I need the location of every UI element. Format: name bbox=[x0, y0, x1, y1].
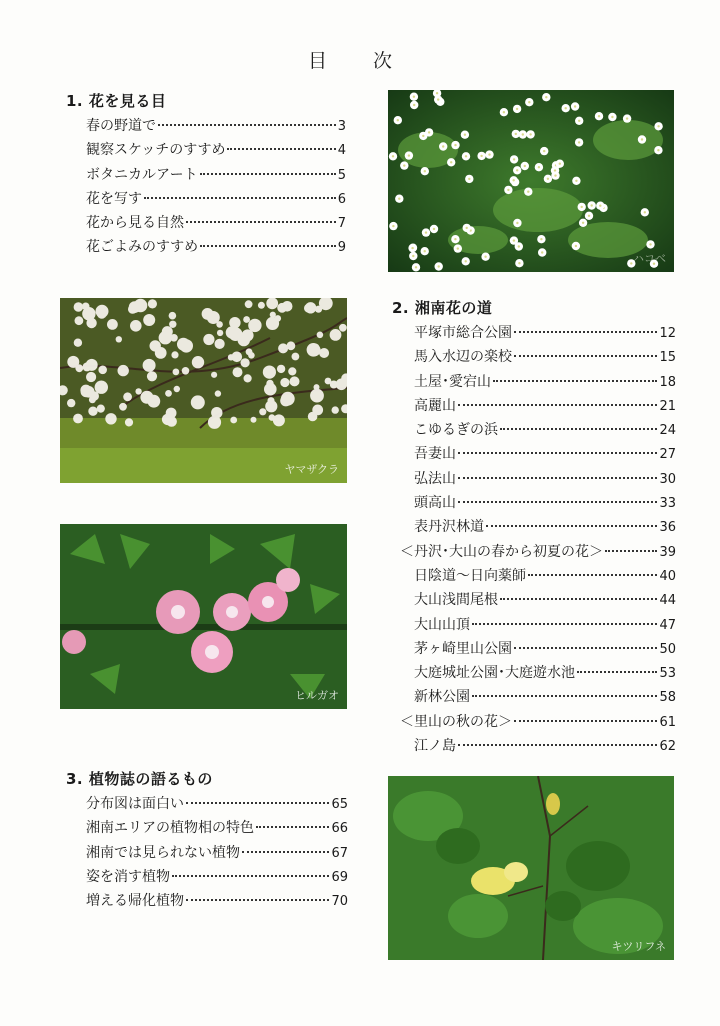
page-title: 目 次 bbox=[307, 50, 413, 72]
flower-mark bbox=[515, 242, 523, 250]
flower-mark bbox=[425, 128, 433, 136]
flower-mark bbox=[540, 147, 548, 155]
toc-entry bbox=[414, 565, 676, 589]
section-heading: 2. 湘南花の道 bbox=[392, 299, 493, 317]
toc-entry bbox=[86, 236, 346, 260]
toc-list bbox=[400, 322, 676, 759]
flower-mark bbox=[544, 175, 552, 183]
flower-mark bbox=[477, 152, 485, 160]
blossom-mark bbox=[67, 399, 75, 407]
blossom-mark bbox=[288, 367, 296, 375]
flower-mark bbox=[410, 93, 418, 101]
toc-entry-title: 吾妻山 bbox=[414, 446, 456, 463]
toc-entry bbox=[414, 322, 676, 346]
toc-entry-title: 花ごよみのすすめ bbox=[86, 239, 199, 256]
toc-entry bbox=[414, 662, 676, 686]
blossom-mark bbox=[135, 388, 141, 394]
toc-entry-page: 66 bbox=[331, 821, 348, 837]
toc-list bbox=[86, 115, 346, 261]
flower-mark bbox=[439, 142, 447, 150]
flower-mark bbox=[409, 252, 417, 260]
flower-mark bbox=[421, 247, 429, 255]
blossom-mark bbox=[248, 352, 255, 359]
flower-mark bbox=[485, 150, 493, 158]
photo-caption: ヤマザクラ bbox=[284, 463, 339, 476]
dot-leader bbox=[458, 477, 657, 479]
toc-entry-title: 江ノ島 bbox=[414, 738, 456, 755]
blossom-mark bbox=[148, 299, 157, 308]
dot-leader bbox=[256, 826, 329, 828]
dot-leader bbox=[200, 173, 336, 175]
toc-entry-page: 50 bbox=[659, 641, 676, 657]
dot-leader bbox=[186, 899, 329, 901]
flower-mark bbox=[463, 224, 471, 232]
photo-kitsurifune bbox=[388, 776, 674, 960]
blossom-mark bbox=[215, 339, 225, 349]
blossom-mark bbox=[143, 314, 155, 326]
blossom-mark bbox=[242, 329, 254, 341]
blossom-mark bbox=[169, 312, 177, 320]
blossom-mark bbox=[174, 386, 180, 392]
toc-entry-page: 9 bbox=[337, 240, 346, 256]
toc-entry-page: 7 bbox=[337, 216, 346, 232]
toc-entry-page: 6 bbox=[337, 191, 346, 207]
toc-entry bbox=[86, 793, 348, 817]
toc-entry-title: ＜里山の秋の花＞ bbox=[400, 713, 512, 730]
flower-mark bbox=[596, 202, 604, 210]
toc-entry-page: 70 bbox=[331, 894, 348, 910]
flower-mark bbox=[579, 219, 587, 227]
blossom-mark bbox=[165, 390, 172, 397]
blossom-mark bbox=[98, 366, 107, 375]
blossom-mark bbox=[277, 365, 285, 373]
toc-entry-title: 新林公園 bbox=[414, 689, 470, 706]
dot-leader bbox=[528, 574, 657, 576]
flower-mark bbox=[595, 112, 603, 120]
blossom-mark bbox=[130, 320, 142, 332]
toc-entry-page: 30 bbox=[659, 471, 676, 487]
photo-caption: ハコベ bbox=[633, 252, 666, 265]
flower-mark bbox=[575, 138, 583, 146]
dot-leader bbox=[514, 331, 657, 333]
dot-leader bbox=[514, 647, 657, 649]
dot-leader bbox=[493, 380, 657, 382]
toc-entry-title: 茅ヶ崎里山公園 bbox=[414, 640, 512, 657]
flower-mark bbox=[400, 161, 408, 169]
flower-mark bbox=[513, 219, 521, 227]
toc-entry-title: 大山浅間尾根 bbox=[414, 592, 498, 609]
section-heading: 3. 植物誌の語るもの bbox=[66, 770, 213, 788]
flower-mark bbox=[525, 98, 533, 106]
flower-mark bbox=[462, 152, 470, 160]
toc-entry bbox=[86, 164, 346, 188]
blossom-mark bbox=[147, 395, 160, 408]
blossom-mark bbox=[125, 418, 133, 426]
flower-mark bbox=[519, 130, 527, 138]
toc-entry bbox=[414, 614, 676, 638]
flower-mark bbox=[395, 195, 403, 203]
blossom-mark bbox=[143, 359, 156, 372]
flower-mark bbox=[556, 160, 564, 168]
flower-mark bbox=[389, 152, 397, 160]
toc-entry-title: 増える帰化植物 bbox=[86, 893, 184, 910]
toc-entry-page: 27 bbox=[659, 447, 676, 463]
blossom-mark bbox=[73, 414, 83, 424]
flower-mark bbox=[454, 244, 462, 252]
toc-entry-title: 姿を消す植物 bbox=[86, 868, 170, 885]
flower-mark bbox=[435, 262, 443, 270]
flower-mark bbox=[462, 257, 470, 265]
toc-entry-title: 花から見る自然 bbox=[86, 215, 184, 232]
toc-entry-page: 24 bbox=[659, 423, 676, 439]
blossom-mark bbox=[211, 372, 217, 378]
toc-entry-page: 67 bbox=[331, 845, 348, 861]
blossom-mark bbox=[292, 353, 300, 361]
blossom-mark bbox=[86, 372, 96, 382]
flower-mark bbox=[654, 146, 662, 154]
toc-section-2 bbox=[392, 297, 676, 759]
blossom-mark bbox=[134, 299, 148, 313]
toc-entry-title: 頭高山 bbox=[414, 495, 456, 512]
dot-leader bbox=[200, 245, 336, 247]
dot-leader bbox=[458, 744, 657, 746]
toc-entry-page: 47 bbox=[659, 617, 676, 633]
blossom-mark bbox=[290, 376, 300, 386]
toc-entry-title: 馬入水辺の楽校 bbox=[414, 349, 512, 366]
flower-mark bbox=[412, 263, 420, 271]
flower-mark bbox=[394, 116, 402, 124]
blossom-mark bbox=[259, 408, 266, 415]
blossom-mark bbox=[281, 392, 295, 406]
dot-leader bbox=[227, 148, 335, 150]
flower-mark bbox=[654, 122, 662, 130]
blossom-mark bbox=[215, 390, 221, 396]
blossom-mark bbox=[339, 324, 347, 332]
dot-leader bbox=[514, 355, 657, 357]
flower-mark bbox=[408, 244, 416, 252]
toc-entry bbox=[414, 516, 676, 540]
photo-caption: キツリフネ bbox=[611, 940, 666, 953]
blossom-mark bbox=[312, 405, 323, 416]
toc-entry-page: 5 bbox=[337, 167, 346, 183]
flower-mark bbox=[504, 186, 512, 194]
flower-mark bbox=[422, 228, 430, 236]
blossom-mark bbox=[107, 319, 118, 330]
toc-entry-title: 弘法山 bbox=[414, 470, 456, 487]
dot-leader bbox=[500, 598, 657, 600]
toc-entry-page: 18 bbox=[659, 374, 676, 390]
toc-entry-title: 春の野道で bbox=[86, 118, 156, 134]
flower-mark bbox=[510, 176, 518, 184]
blossom-mark bbox=[86, 318, 96, 328]
blossom-mark bbox=[74, 339, 82, 347]
blossom-mark bbox=[325, 378, 332, 385]
flower-mark bbox=[538, 248, 546, 256]
blossom-mark bbox=[171, 351, 178, 358]
dot-leader bbox=[172, 875, 329, 877]
toc-entry-title: 分布図は面白い bbox=[86, 796, 184, 812]
flower-mark bbox=[405, 151, 413, 159]
blossom-mark bbox=[123, 392, 132, 401]
dot-leader bbox=[514, 720, 657, 722]
blossom-mark bbox=[105, 413, 116, 424]
dot-leader bbox=[158, 124, 336, 126]
flower-mark bbox=[535, 163, 543, 171]
toc-entry bbox=[86, 115, 346, 139]
flower-mark bbox=[447, 158, 455, 166]
blossom-mark bbox=[80, 385, 91, 396]
toc-entry bbox=[400, 541, 676, 565]
blossom-mark bbox=[162, 326, 173, 337]
toc-entry bbox=[86, 817, 348, 841]
toc-entry-page: 61 bbox=[659, 714, 676, 730]
blossom-mark bbox=[177, 338, 190, 351]
blossom-mark bbox=[119, 403, 127, 411]
dot-leader bbox=[242, 851, 329, 853]
blossom-mark bbox=[192, 356, 204, 368]
dot-leader bbox=[186, 221, 336, 223]
flower-mark bbox=[500, 108, 508, 116]
toc-entry-page: 36 bbox=[659, 520, 676, 536]
toc-entry-title: 湘南では見られない植物 bbox=[86, 844, 240, 861]
toc-entry-page: 33 bbox=[659, 496, 676, 512]
toc-section-3 bbox=[66, 768, 348, 914]
flower-mark bbox=[513, 166, 521, 174]
toc-entry bbox=[414, 371, 676, 395]
blossom-mark bbox=[216, 321, 223, 328]
toc-entry-page: 40 bbox=[659, 568, 676, 584]
flower-mark bbox=[513, 105, 521, 113]
toc-entry-page: 4 bbox=[337, 143, 346, 159]
photo-yamazakura bbox=[60, 298, 347, 483]
toc-entry bbox=[414, 419, 676, 443]
flower-mark bbox=[421, 167, 429, 175]
blossom-mark bbox=[97, 405, 105, 413]
toc-entry-title: 平塚市総合公園 bbox=[414, 325, 512, 341]
flower-mark bbox=[451, 141, 459, 149]
blossom-mark bbox=[118, 365, 129, 376]
toc-entry-title: ＜丹沢･大山の春から初夏の花＞ bbox=[400, 543, 603, 560]
blossom-mark bbox=[86, 359, 98, 371]
toc-entry bbox=[414, 589, 676, 613]
flower-mark bbox=[510, 155, 518, 163]
dot-leader bbox=[472, 695, 657, 697]
toc-entry-title: 大山山頂 bbox=[414, 616, 470, 633]
blossom-mark bbox=[245, 300, 253, 308]
blossom-mark bbox=[203, 334, 214, 345]
toc-entry-page: 3 bbox=[337, 119, 346, 134]
blossom-mark bbox=[330, 329, 342, 341]
section-heading: 1. 花を見る目 bbox=[66, 92, 167, 110]
photo-caption: ヒルガオ bbox=[295, 689, 339, 702]
flower-mark bbox=[524, 188, 532, 196]
blossom-mark bbox=[162, 414, 173, 425]
flower-mark bbox=[641, 208, 649, 216]
photo-hirugao bbox=[60, 524, 347, 709]
blossom-mark bbox=[89, 396, 96, 403]
toc-entry-page: 53 bbox=[659, 666, 676, 682]
flower-mark bbox=[389, 222, 397, 230]
dot-leader bbox=[458, 501, 657, 503]
blossom-mark bbox=[273, 414, 285, 426]
blossom-mark bbox=[230, 417, 237, 424]
flower-mark bbox=[410, 101, 418, 109]
dot-leader bbox=[458, 452, 657, 454]
toc-entry bbox=[86, 139, 346, 163]
blossom-mark bbox=[147, 371, 157, 381]
toc-entry bbox=[414, 686, 676, 710]
toc-entry-page: 65 bbox=[331, 797, 348, 812]
blossom-mark bbox=[309, 414, 315, 420]
blossom-mark bbox=[169, 321, 176, 328]
flower-mark bbox=[608, 113, 616, 121]
blossom-mark bbox=[232, 352, 243, 363]
toc-entry-title: 湘南エリアの植物相の特色 bbox=[86, 820, 254, 837]
blossom-mark bbox=[98, 310, 106, 318]
flower-mark bbox=[537, 235, 545, 243]
toc-entry-title: 高麗山 bbox=[414, 397, 456, 414]
blossom-mark bbox=[263, 366, 276, 379]
blossom-mark bbox=[67, 356, 79, 368]
toc-entry bbox=[414, 346, 676, 370]
flower-mark bbox=[551, 171, 559, 179]
toc-entry-title: こゆるぎの浜 bbox=[414, 422, 498, 439]
blossom-mark bbox=[97, 386, 103, 392]
flower-mark bbox=[526, 130, 534, 138]
blossom-mark bbox=[282, 301, 293, 312]
flower-mark bbox=[646, 240, 654, 248]
blossom-mark bbox=[266, 317, 279, 330]
flower-mark bbox=[575, 117, 583, 125]
dot-leader bbox=[144, 197, 336, 199]
toc-entry-page: 12 bbox=[659, 326, 676, 341]
blossom-mark bbox=[311, 344, 319, 352]
blossom-mark bbox=[226, 326, 238, 338]
blossom-mark bbox=[75, 316, 84, 325]
blossom-mark bbox=[265, 400, 277, 412]
flower-mark bbox=[521, 162, 529, 170]
blossom-mark bbox=[217, 330, 223, 336]
blossom-mark bbox=[155, 347, 167, 359]
toc-entry-title: 日陰道～日向薬師 bbox=[414, 567, 526, 584]
dot-leader bbox=[186, 802, 329, 804]
toc-entry-title: 土屋･愛宕山 bbox=[414, 373, 491, 390]
toc-entry-page: 21 bbox=[659, 398, 676, 414]
toc-entry bbox=[414, 735, 676, 759]
flower-mark bbox=[451, 235, 459, 243]
toc-entry-page: 58 bbox=[659, 690, 676, 706]
flower-mark bbox=[572, 177, 580, 185]
dot-leader bbox=[486, 525, 657, 527]
toc-entry-title: 花を写す bbox=[86, 190, 142, 207]
blossom-mark bbox=[280, 378, 289, 387]
toc-entry-title: ボタニカルアート bbox=[86, 166, 198, 183]
blossom-mark bbox=[202, 308, 214, 320]
toc-section-1 bbox=[66, 90, 346, 261]
flower-mark bbox=[588, 201, 596, 209]
blossom-mark bbox=[278, 343, 288, 353]
toc-entry bbox=[86, 212, 346, 236]
toc-entry bbox=[86, 842, 348, 866]
toc-entry bbox=[400, 711, 676, 735]
blossom-mark bbox=[74, 302, 84, 312]
dot-leader bbox=[605, 550, 657, 552]
blossom-mark bbox=[251, 417, 257, 423]
toc-entry bbox=[414, 492, 676, 516]
dot-leader bbox=[458, 404, 657, 406]
flower-mark bbox=[461, 131, 469, 139]
toc-entry bbox=[414, 468, 676, 492]
blossom-mark bbox=[208, 416, 221, 429]
flower-mark bbox=[481, 253, 489, 261]
toc-entry-page: 62 bbox=[659, 739, 676, 755]
blossom-mark bbox=[305, 302, 316, 313]
flower-mark bbox=[638, 135, 646, 143]
blossom-mark bbox=[310, 389, 324, 403]
blossom-mark bbox=[241, 358, 250, 367]
flower-mark bbox=[430, 225, 438, 233]
toc-entry bbox=[414, 395, 676, 419]
flower-mark bbox=[571, 102, 579, 110]
toc-entry-page: 69 bbox=[331, 869, 348, 885]
blossom-mark bbox=[173, 369, 180, 376]
blossom-mark bbox=[332, 406, 339, 413]
toc-entry-page: 44 bbox=[659, 593, 676, 609]
toc-entry bbox=[414, 638, 676, 662]
flower-mark bbox=[515, 259, 523, 267]
blossom-mark bbox=[88, 407, 97, 416]
flower-mark bbox=[465, 175, 473, 183]
toc-entry bbox=[86, 188, 346, 212]
blossom-mark bbox=[258, 302, 265, 309]
flower-mark bbox=[623, 114, 631, 122]
toc-entry-title: 観察スケッチのすすめ bbox=[86, 142, 226, 159]
flower-mark bbox=[562, 104, 570, 112]
flower-mark bbox=[585, 212, 593, 220]
dot-leader bbox=[577, 671, 657, 673]
blossom-mark bbox=[317, 332, 324, 339]
photo-hakobe bbox=[388, 90, 674, 272]
blossom-mark bbox=[233, 367, 243, 377]
toc-entry bbox=[86, 890, 348, 914]
blossom-mark bbox=[264, 383, 277, 396]
toc-entry bbox=[86, 866, 348, 890]
dot-leader bbox=[472, 623, 657, 625]
toc-entry-title: 大庭城址公園･大庭遊水池 bbox=[414, 665, 575, 682]
flower-mark bbox=[572, 242, 580, 250]
blossom-mark bbox=[243, 316, 250, 323]
blossom-mark bbox=[182, 367, 190, 375]
blossom-mark bbox=[116, 336, 122, 342]
blossom-mark bbox=[319, 348, 329, 358]
toc-entry-page: 15 bbox=[659, 350, 676, 366]
toc-list bbox=[86, 793, 348, 914]
toc-entry bbox=[414, 443, 676, 467]
flower-mark bbox=[542, 93, 550, 101]
blossom-mark bbox=[244, 374, 252, 382]
toc-entry-page: 39 bbox=[659, 544, 676, 560]
dot-leader bbox=[500, 428, 657, 430]
toc-entry-title: 表丹沢林道 bbox=[414, 519, 484, 536]
blossom-mark bbox=[191, 395, 205, 409]
flower-mark bbox=[578, 203, 586, 211]
